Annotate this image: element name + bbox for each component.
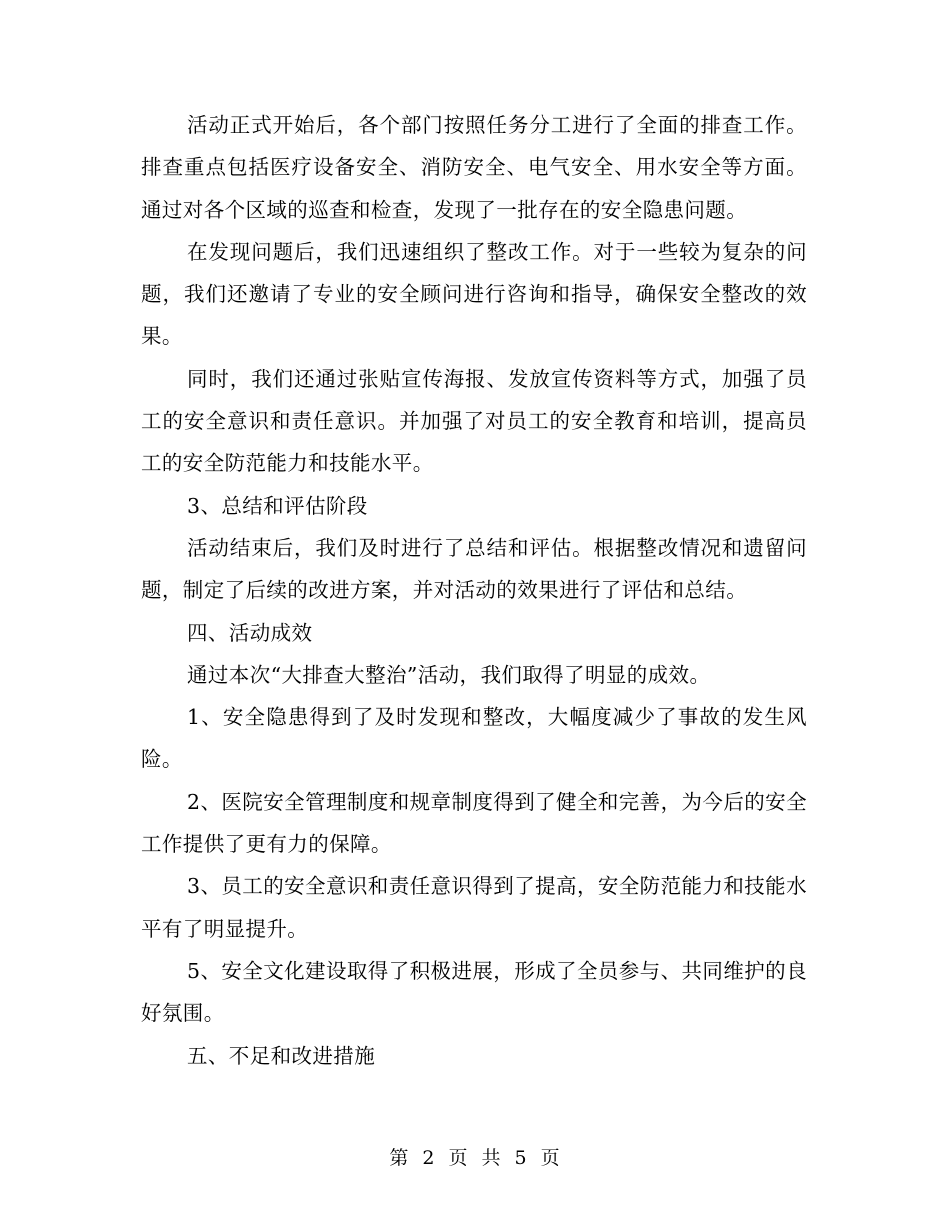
heading-summary-stage: 3、总结和评估阶段 — [187, 493, 368, 518]
heading-results: 四、活动成效 — [187, 620, 313, 645]
paragraph-summary: 活动结束后，我们及时进行了总结和评估。根据整改情况和遗留问题，制定了后续的改进方案，并对活动的效果进行了评估和总结。 — [141, 535, 807, 603]
result-item-5: 5、安全文化建设取得了积极进展，形成了全员参与、共同维护的良好氛围。 — [141, 958, 807, 1026]
paragraph-rectification: 在发现问题后，我们迅速组织了整改工作。对于一些较为复杂的问题，我们还邀请了专业的安全顾问进行咨询和指导，确保安全整改的效果。 — [141, 239, 807, 349]
result-item-1: 1、安全隐患得到了及时发现和整改，大幅度减少了事故的发生风险。 — [141, 705, 807, 772]
paragraph-awareness: 同时，我们还通过张贴宣传海报、发放宣传资料等方式，加强了员工的安全意识和责任意识。并加强了对员工的安全教育和培训，提高员工的安全防范能力和技能水平。 — [141, 366, 807, 476]
paragraph-investigation: 活动正式开始后，各个部门按照任务分工进行了全面的排查工作。排查重点包括医疗设备安全、消防安全、电气安全、用水安全等方面。通过对各个区域的巡查和检查，发现了一批存在的安全隐患问题。 — [141, 113, 807, 222]
paragraph-results-intro: 通过本次“大排查大整治”活动，我们取得了明显的成效。 — [187, 662, 711, 687]
document-body — [141, 104, 807, 1077]
heading-improvements: 五、不足和改进措施 — [187, 1043, 376, 1068]
result-item-2: 2、医院安全管理制度和规章制度得到了健全和完善，为今后的安全工作提供了更有力的保障。 — [141, 789, 807, 857]
page-number-footer: 第 2 页 共 5 页 — [389, 1147, 561, 1169]
result-item-3: 3、员工的安全意识和责任意识得到了提高，安全防范能力和技能水平有了明显提升。 — [141, 874, 807, 941]
